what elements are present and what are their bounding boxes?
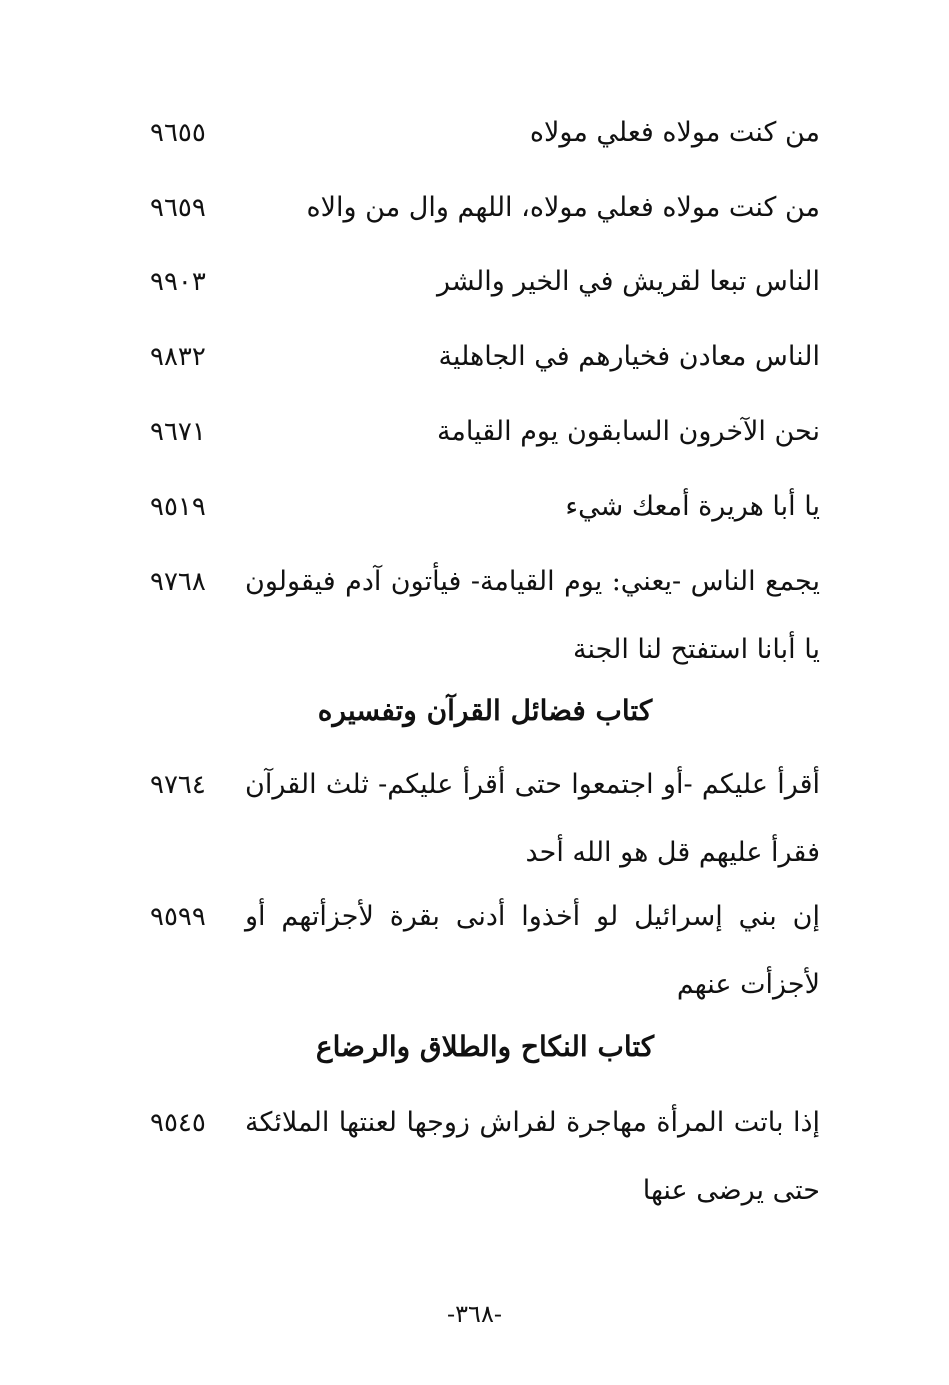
hadith-text: من كنت مولاه فعلي مولاه، اللهم وال من والاه [306, 192, 820, 223]
hadith-number: ٩٨٣٢ [150, 342, 206, 372]
page-number: -٣٦٨- [447, 1300, 502, 1328]
hadith-number: ٩٦٥٩ [150, 193, 206, 223]
hadith-number: ٩٥٩٩ [150, 902, 206, 932]
index-entry [150, 487, 820, 527]
hadith-text: الناس معادن فخيارهم في الجاهلية [438, 341, 820, 372]
index-entry [150, 262, 820, 302]
hadith-text: من كنت مولاه فعلي مولاه [529, 117, 820, 148]
hadith-text: يا أبا هريرة أمعك شيء [565, 491, 820, 522]
hadith-text: الناس تبعا لقريش في الخير والشر [437, 266, 820, 297]
index-entry [150, 337, 820, 377]
index-entry [150, 765, 820, 868]
hadith-number: ٩٦٧١ [150, 417, 206, 447]
hadith-number: ٩٧٦٤ [150, 770, 206, 800]
hadith-number: ٩٥١٩ [150, 492, 206, 522]
hadith-text: يجمع الناس -يعني: يوم القيامة- فيأتون آدم فيقولون يا أبانا استفتح لنا الجنة [245, 566, 820, 665]
hadith-text: نحن الآخرون السابقون يوم القيامة [436, 416, 820, 447]
hadith-number: ٩٦٥٥ [150, 118, 206, 148]
index-entry [150, 897, 820, 1000]
index-entry [150, 412, 820, 452]
index-entry [150, 562, 820, 665]
section-heading: كتاب فضائل القرآن وتفسيره [317, 694, 653, 727]
hadith-number: ٩٥٤٥ [150, 1108, 206, 1138]
index-entry [150, 1103, 820, 1206]
hadith-text: أقرأ عليكم -أو اجتمعوا حتى أقرأ عليكم- ثلث القرآن فقرأ عليهم قل هو الله أحد [245, 769, 820, 868]
index-entry [150, 113, 820, 153]
hadith-number: ٩٧٦٨ [150, 567, 206, 597]
section-heading: كتاب النكاح والطلاق والرضاع [315, 1030, 655, 1063]
hadith-text: إن بني إسرائيل لو أخذوا أدنى بقرة لأجزأتهم أو لأجزأت عنهم [245, 901, 820, 1000]
index-entry [150, 188, 820, 228]
hadith-number: ٩٩٠٣ [150, 267, 206, 297]
hadith-text: إذا باتت المرأة مهاجرة لفراش زوجها لعنتها الملائكة حتى يرضى عنها [245, 1107, 820, 1206]
